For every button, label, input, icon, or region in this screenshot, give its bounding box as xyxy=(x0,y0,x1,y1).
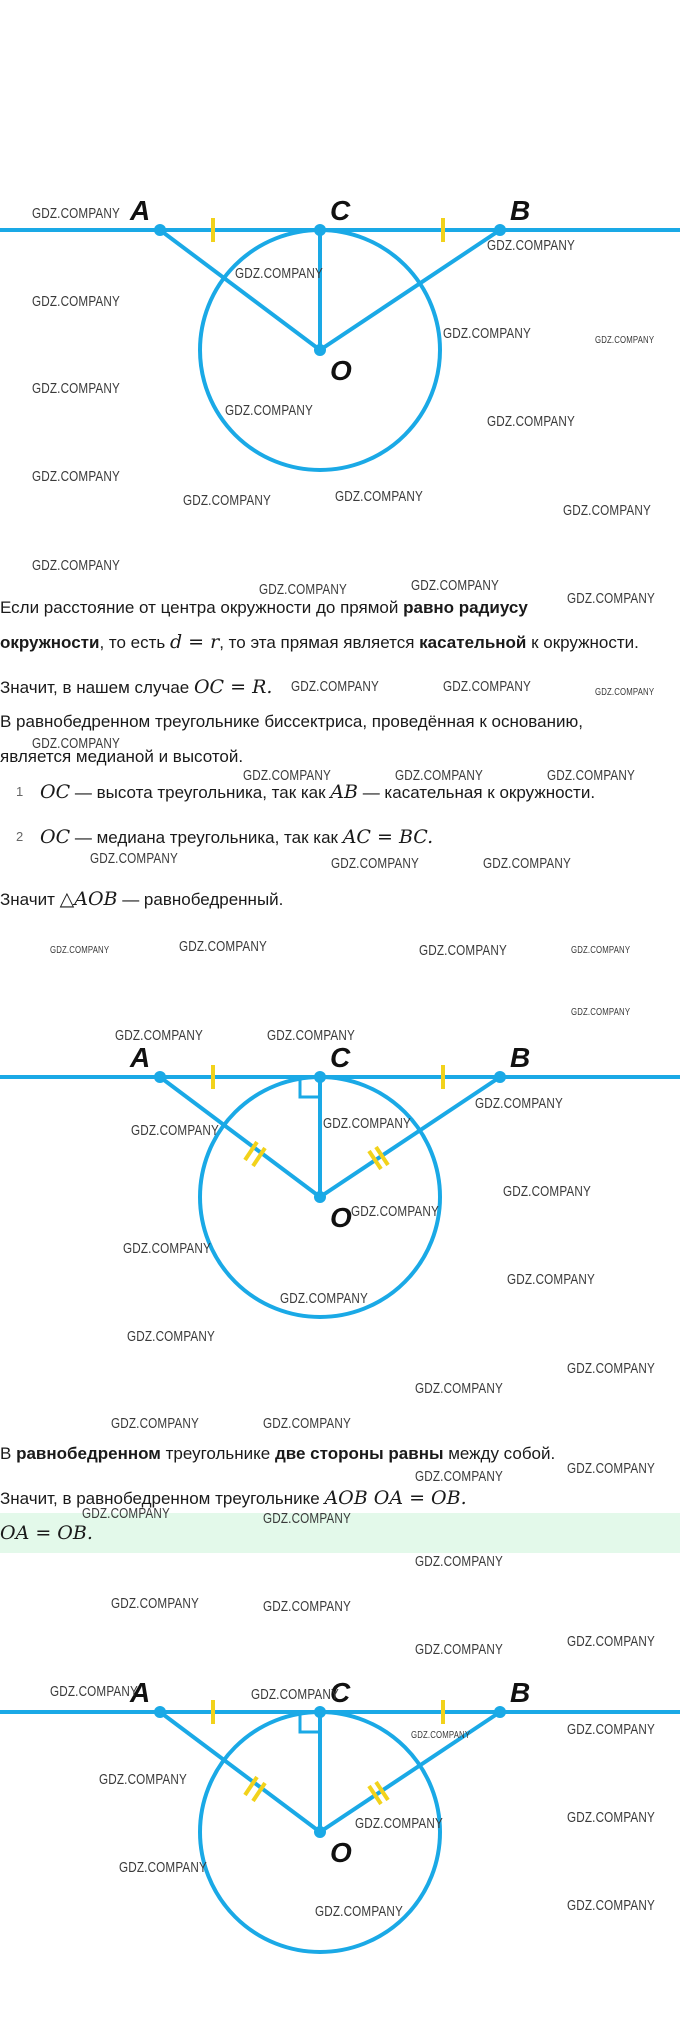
label-a: A xyxy=(130,1042,151,1073)
paragraph-isosceles-conclusion: Значит △AOB — равнобедренный. xyxy=(0,888,284,910)
watermark: GDZ.COMPANY xyxy=(119,1859,207,1876)
watermark: GDZ.COMPANY xyxy=(475,1095,563,1112)
watermark: GDZ.COMPANY xyxy=(280,1290,368,1307)
watermark: GDZ.COMPANY xyxy=(331,855,419,872)
figure-1 xyxy=(0,180,680,490)
figure-1-drawing xyxy=(0,180,680,490)
watermark: GDZ.COMPANY xyxy=(567,1633,655,1650)
watermark: GDZ.COMPANY xyxy=(263,1510,351,1527)
watermark: GDZ.COMPANY xyxy=(503,1183,591,1200)
watermark: GDZ.COMPANY xyxy=(571,945,631,956)
point-c xyxy=(314,224,326,236)
watermark: GDZ.COMPANY xyxy=(323,1115,411,1132)
watermark: GDZ.COMPANY xyxy=(99,1771,187,1788)
watermark: GDZ.COMPANY xyxy=(235,265,323,282)
point-a xyxy=(154,224,166,236)
watermark: GDZ.COMPANY xyxy=(415,1468,503,1485)
watermark: GDZ.COMPANY xyxy=(595,335,655,346)
label-o: O xyxy=(330,1202,352,1233)
watermark: GDZ.COMPANY xyxy=(567,590,655,607)
watermark: GDZ.COMPANY xyxy=(131,1122,219,1139)
label-a: A xyxy=(130,1677,151,1708)
watermark: GDZ.COMPANY xyxy=(595,687,655,698)
watermark: GDZ.COMPANY xyxy=(351,1203,439,1220)
watermark: GDZ.COMPANY xyxy=(419,942,507,959)
watermark: GDZ.COMPANY xyxy=(507,1271,595,1288)
watermark: GDZ.COMPANY xyxy=(50,1683,138,1700)
watermark: GDZ.COMPANY xyxy=(50,945,110,956)
label-b: B xyxy=(510,1677,531,1708)
label-o: O xyxy=(330,1837,352,1868)
watermark: GDZ.COMPANY xyxy=(32,735,120,752)
watermark: GDZ.COMPANY xyxy=(483,855,571,872)
list-number: 1 xyxy=(16,784,24,799)
watermark: GDZ.COMPANY xyxy=(411,1730,471,1741)
paragraph-tangent-line-1: Если расстояние от центра окружности до прямой равно радиусу xyxy=(0,598,528,617)
paragraph-oa-equals-ob: Значит, в равнобедренном треугольнике AOB OA = OB. xyxy=(0,1487,467,1509)
segment-oa xyxy=(160,230,320,350)
paragraph-bisector-line-1: В равнобедренном треугольнике биссектриса, проведённая к основанию, xyxy=(0,712,583,731)
watermark: GDZ.COMPANY xyxy=(415,1380,503,1397)
watermark: GDZ.COMPANY xyxy=(267,1027,355,1044)
watermark: GDZ.COMPANY xyxy=(567,1460,655,1477)
watermark: GDZ.COMPANY xyxy=(415,1553,503,1570)
watermark: GDZ.COMPANY xyxy=(411,577,499,594)
watermark: GDZ.COMPANY xyxy=(183,492,271,509)
watermark: GDZ.COMPANY xyxy=(291,678,379,695)
watermark: GDZ.COMPANY xyxy=(259,581,347,598)
watermark: GDZ.COMPANY xyxy=(487,237,575,254)
watermark: GDZ.COMPANY xyxy=(32,380,120,397)
watermark: GDZ.COMPANY xyxy=(395,767,483,784)
point-b xyxy=(494,224,506,236)
list-number: 2 xyxy=(16,829,24,844)
answer-oa-equals-ob: OA = OB. xyxy=(0,1522,93,1544)
watermark: GDZ.COMPANY xyxy=(443,678,531,695)
watermark: GDZ.COMPANY xyxy=(111,1595,199,1612)
label-a: A xyxy=(130,195,151,226)
watermark: GDZ.COMPANY xyxy=(567,1360,655,1377)
watermark: GDZ.COMPANY xyxy=(90,850,178,867)
label-c: C xyxy=(330,195,351,226)
watermark: GDZ.COMPANY xyxy=(82,1505,170,1522)
label-o: O xyxy=(330,355,352,386)
label-b: B xyxy=(510,1042,531,1073)
watermark: GDZ.COMPANY xyxy=(567,1809,655,1826)
watermark: GDZ.COMPANY xyxy=(567,1897,655,1914)
watermark: GDZ.COMPANY xyxy=(179,938,267,955)
watermark: GDZ.COMPANY xyxy=(415,1641,503,1658)
watermark: GDZ.COMPANY xyxy=(127,1328,215,1345)
watermark: GDZ.COMPANY xyxy=(567,1721,655,1738)
label-b: B xyxy=(510,195,531,226)
point-o xyxy=(314,344,326,356)
watermark: GDZ.COMPANY xyxy=(32,293,120,310)
watermark: GDZ.COMPANY xyxy=(123,1240,211,1257)
paragraph-two-sides-equal: В равнобедренном треугольнике две стороны равны между собой. xyxy=(0,1444,556,1463)
bold-equal-radius: равно радиусу xyxy=(403,598,528,617)
label-c: C xyxy=(330,1042,351,1073)
watermark: GDZ.COMPANY xyxy=(563,502,651,519)
watermark: GDZ.COMPANY xyxy=(547,767,635,784)
label-c: C xyxy=(330,1677,351,1708)
watermark: GDZ.COMPANY xyxy=(32,557,120,574)
watermark: GDZ.COMPANY xyxy=(115,1027,203,1044)
paragraph-bisector-line-2: является медианой и высотой. xyxy=(0,747,244,766)
watermark: GDZ.COMPANY xyxy=(335,488,423,505)
watermark: GDZ.COMPANY xyxy=(32,468,120,485)
watermark: GDZ.COMPANY xyxy=(315,1903,403,1920)
watermark: GDZ.COMPANY xyxy=(263,1598,351,1615)
watermark: GDZ.COMPANY xyxy=(225,402,313,419)
watermark: GDZ.COMPANY xyxy=(571,1007,631,1018)
watermark: GDZ.COMPANY xyxy=(251,1686,339,1703)
watermark: GDZ.COMPANY xyxy=(32,205,120,222)
watermark: GDZ.COMPANY xyxy=(263,1415,351,1432)
watermark: GDZ.COMPANY xyxy=(111,1415,199,1432)
watermark: GDZ.COMPANY xyxy=(487,413,575,430)
watermark: GDZ.COMPANY xyxy=(355,1815,443,1832)
paragraph-oc-equals-r: Значит, в нашем случае OC = R. xyxy=(0,676,273,698)
watermark: GDZ.COMPANY xyxy=(243,767,331,784)
paragraph-tangent-line-2: окружности, то есть d = r, то эта прямая является касательной к окружности. xyxy=(0,631,639,653)
watermark: GDZ.COMPANY xyxy=(443,325,531,342)
